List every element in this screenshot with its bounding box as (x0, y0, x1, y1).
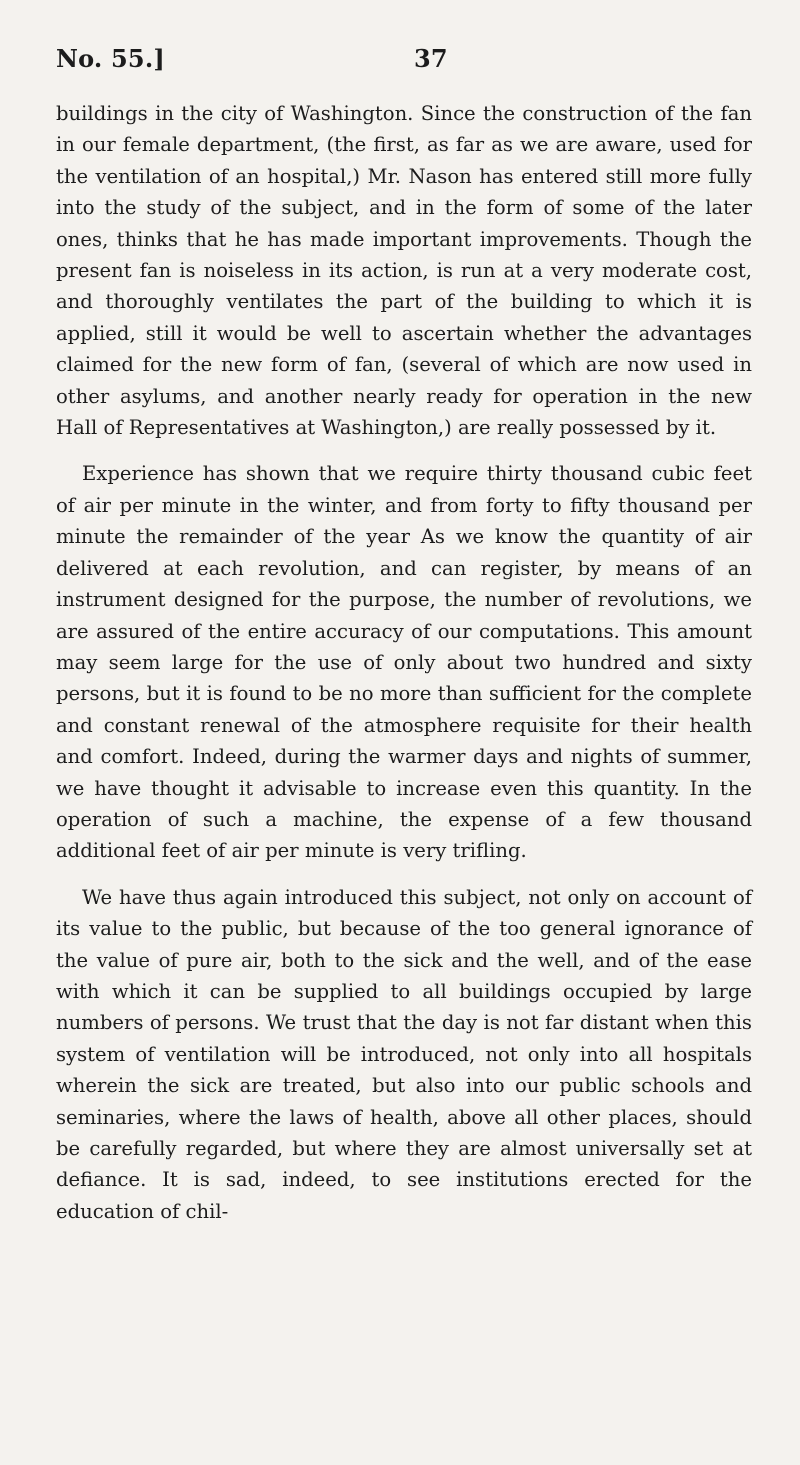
document-number: No. 55.] (56, 44, 165, 73)
paragraph-conclusion: We have thus again introduced this subject, not only on account of its value to the public, but because of the too general ignorance of the value of pure air, both to the sick and the well, and of the ease with which it can be supplied to all buildings occupied by large numbers of persons. We trust that the day is not far distant when this system of ventilation will be introduced, not only into all hospitals wherein the sick are treated, but also into our public schools and seminaries, where the laws of health, above all other places, should be carefully regarded, but where they are almost universally set at defiance. It is sad, indeed, to see institutions erected for the education of chil- (56, 885, 752, 1223)
body-text (56, 98, 752, 1227)
paragraph-continued: buildings in the city of Washington. Since the construction of the fan in our female department, (the first, as far as we are aware, used for the ventilation of an hospital,) Mr. Nason has entered still more fully into the study of the subject, and in the form of some of the later ones, thinks that he has made important improvements. Though the present fan is noiseless in its action, is run at a very moderate cost, and thoroughly ventilates the part of the building to which it is applied, still it would be well to ascertain whether the advantages claimed for the new form of fan, (several of which are now used in other asylums, and another nearly ready for operation in the new Hall of Representatives at Washington,) are really possessed by it. (56, 102, 752, 440)
paragraph-experience: Experience has shown that we require thirty thousand cubic feet of air per minute in the winter, and from forty to fifty thousand per minute the remainder of the year As we know the quantity of air delivered at each revolution, and can register, by means of an instrument designed for the purpose, the number of revolutions, we are assured of the entire accuracy of our computations. This amount may seem large for the use of only about two hundred and sixty persons, but it is found to be no more than sufficient for the complete and constant renewal of the atmosphere requisite for their health and comfort. Indeed, during the warmer days and nights of summer, we have thought it advisable to increase even this quantity. In the operation of such a machine, the expense of a few thousand additional feet of air per minute is very trifling. (56, 462, 752, 863)
page-number: 37 (414, 44, 448, 73)
running-head (56, 44, 754, 84)
